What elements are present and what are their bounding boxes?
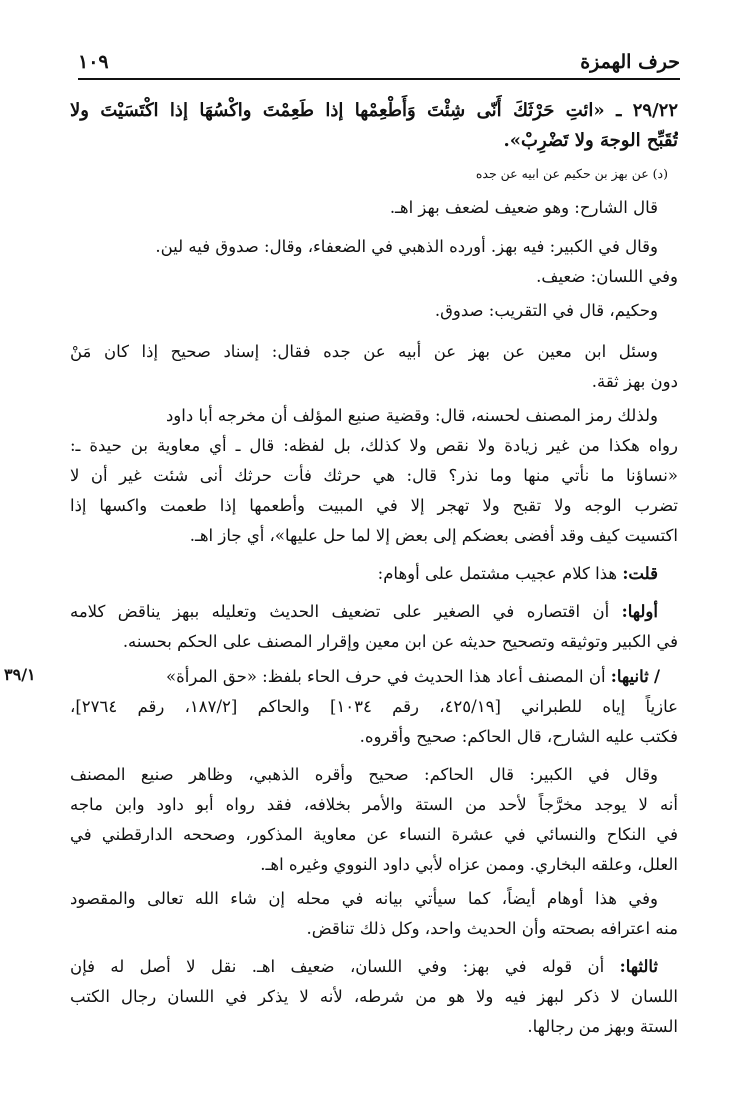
paragraph-3 <box>70 296 658 326</box>
text-line: العلل، وعلقه البخاري. وممن عزاه لأبي داود النووي وغيره اهـ. <box>260 855 678 874</box>
paragraph-1 <box>70 193 658 223</box>
chapter-title: حرف الهمزة <box>580 51 680 73</box>
text-line: أنه لا يوجد مخرَّجاً لأحد من الستة والأمر بخلافه، فقد رواه أبو داود وابن ماجه <box>70 795 678 814</box>
text-line: دون بهز ثقة. <box>591 372 678 391</box>
text-line: وفي هذا أوهام أيضاً، كما سيأتي بيانه في محله إن شاء الله تعالى والمقصود <box>70 889 658 908</box>
text-line: رواه هكذا من غير زيادة ولا نقص ولا كذلك، بل لفظه: قال ـ أي معاوية بن حيدة ـ: <box>70 436 678 455</box>
page-number: ١٠٩ <box>78 51 109 73</box>
text-line: وسئل ابن معين عن بهز عن أبيه عن جده فقال: إسناد صحيح إذا كان مَنْ <box>70 342 658 361</box>
running-header <box>78 40 680 80</box>
source-line: (د) عن بهز بن حكيم عن ابيه عن جده <box>475 166 668 181</box>
paragraph-4 <box>70 337 678 397</box>
second-point-text: أن المصنف أعاد هذا الحديث في حرف الحاء بلفظ: «حق المرأة» <box>166 667 606 686</box>
hadith-line-1: ٢٩/٢٢ ـ «ائتِ حَرْثَكَ أَنّى شِئْتَ وَأَطْعِمْها إذا طَعِمْتَ واكْسُهَا إذا اكْتَسَيْتَ ولا <box>70 100 678 121</box>
text-line: الستة وبهز من رجالها. <box>527 1017 678 1036</box>
first-point-text: أن اقتصاره في الصغير على تضعيف الحديث وتعليله ببهز يناقض كلامه <box>70 602 610 621</box>
paragraph-11 <box>70 952 678 1042</box>
text-line: في النكاح والنسائي في عشرة النساء عن معاوية المذكور، وصححه الدارقطني في <box>70 825 678 844</box>
text-line: تضرب الوجه ولا تقبح ولا تهجر إلا في المبيت وأطعمها إذا طعمت واكسها إذا <box>70 496 678 515</box>
paragraph-9 <box>70 760 678 880</box>
slash-marker: / <box>653 667 660 686</box>
text-line: اللسان لا ذكر لبهز فيه ولا هو من شرطه، لأنه لا يذكر في اللسان رجال الكتب <box>70 987 678 1006</box>
hadith-text <box>70 93 678 159</box>
third-point-text: أن قوله في بهز: وفي اللسان، ضعيف اهـ. نقل لا أصل له فإن <box>70 957 605 976</box>
text-line: قال الشارح: وهو ضعيف لضعف بهز اهـ. <box>389 198 658 217</box>
paragraph-8 <box>150 662 660 692</box>
paragraph-7 <box>70 597 678 657</box>
text-line: وحكيم، قال في التقريب: صدوق. <box>434 301 658 320</box>
text-line: اكتسيت كيف وقد أفضى بعضكم إلى بعض إلا لما حل عليها»، أي جاز اهـ. <box>189 526 678 545</box>
hadith-line-2: تُقَبِّح الوجهَ ولا تَضْرِبْ». <box>503 130 678 151</box>
paragraph-10 <box>70 884 678 944</box>
paragraph-8-cont <box>70 692 678 752</box>
first-point-label: أولها: <box>621 602 658 621</box>
text-line: فكتب عليه الشارح، قال الحاكم: صحيح وأقروه. <box>359 727 678 746</box>
qultu-label: قلت: <box>622 564 658 583</box>
paragraph-2 <box>70 232 678 292</box>
text-line: عازياً إياه للطبراني [٤٢٥/١٩، رقم ١٠٣٤] والحاكم [١٨٧/٢، رقم ٢٧٦٤]، <box>70 697 678 716</box>
text-line: منه اعترافه بصحته وأن الحديث واحد، وكل ذلك تناقض. <box>306 919 678 938</box>
text-line: ولذلك رمز المصنف لحسنه، قال: وقضية صنيع المؤلف أن مخرجه أبا داود <box>165 406 658 425</box>
paragraph-5 <box>70 401 678 551</box>
text-line: في الكبير وتوثيقه وتصحيح حديثه عن ابن معين وإقرار المصنف على الحكم بحسنه. <box>122 632 678 651</box>
text-line: وقال في الكبير: قال الحاكم: صحيح وأقره الذهبي، وظاهر صنيع المصنف <box>70 765 658 784</box>
text-line: وقال في الكبير: فيه بهز. أورده الذهبي في الضعفاء، وقال: صدوق فيه لين. <box>155 237 658 256</box>
text-line: وفي اللسان: ضعيف. <box>536 267 678 286</box>
paragraph-6 <box>70 559 658 589</box>
qultu-text: هذا كلام عجيب مشتمل على أوهام: <box>377 564 618 583</box>
second-point-label: ثانيها: <box>610 667 649 686</box>
hadith-source <box>70 164 668 184</box>
cross-reference: ٣٩/١ <box>4 665 36 684</box>
third-point-label: ثالثها: <box>619 957 658 976</box>
text-line: «نساؤنا ما نأتي منها وما نذر؟ قال: هي حرثك فأت حرثك أنى شئت غير أن لا <box>70 466 678 485</box>
